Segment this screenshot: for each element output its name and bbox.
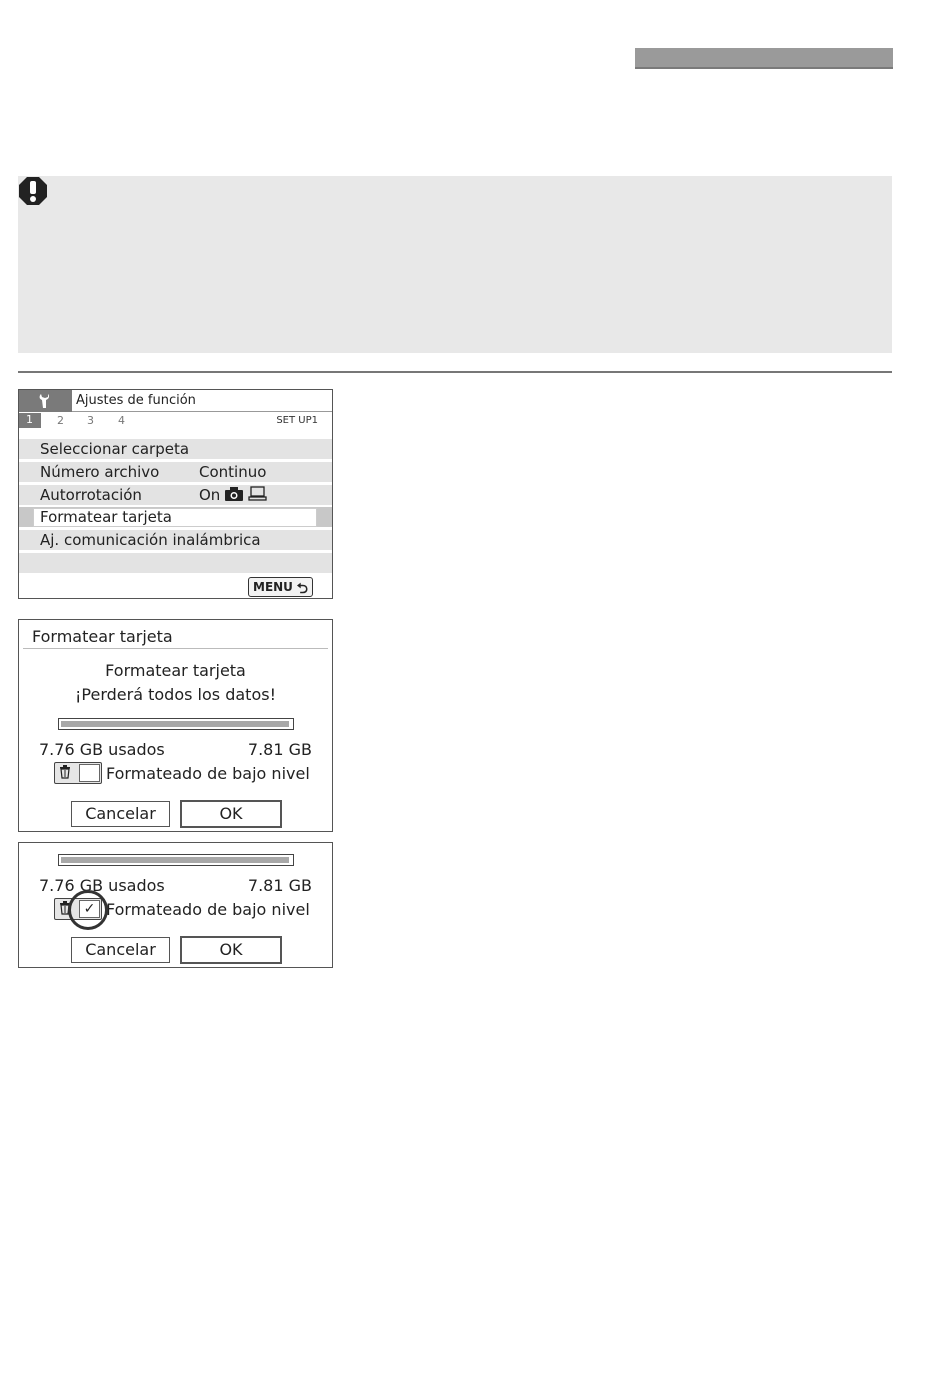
menu-item-label: Aj. comunicación inalámbrica bbox=[40, 531, 261, 549]
menu-item-select-folder[interactable] bbox=[19, 439, 332, 459]
used-space: 7.76 GB usados bbox=[39, 740, 165, 759]
tab-1[interactable]: 1 bbox=[19, 413, 41, 428]
autorotate-value: On bbox=[199, 486, 221, 504]
menu-title: Ajustes de función bbox=[76, 393, 196, 408]
low-level-format-toggle[interactable] bbox=[54, 762, 102, 784]
low-level-label: Formateado de bajo nivel bbox=[106, 900, 310, 919]
dialog-title: Formatear tarjeta bbox=[32, 627, 173, 646]
total-space: 7.81 GB bbox=[247, 876, 312, 895]
storage-progress-bar bbox=[58, 718, 294, 730]
menu-item-label: Formatear tarjeta bbox=[40, 508, 172, 526]
menu-item-label: Número archivo bbox=[40, 463, 160, 481]
caution-box bbox=[18, 176, 892, 353]
setup-tab[interactable] bbox=[19, 390, 72, 412]
dialog-heading: Formatear tarjeta bbox=[105, 661, 246, 680]
cancel-button[interactable]: Cancelar bbox=[71, 801, 170, 827]
camera-icon bbox=[225, 487, 243, 501]
callout-circle bbox=[68, 890, 108, 930]
low-level-label: Formateado de bajo nivel bbox=[106, 764, 310, 783]
dialog-warning: ¡Perderá todos los datos! bbox=[75, 685, 276, 704]
menu-item-label: Seleccionar carpeta bbox=[40, 440, 190, 458]
total-space: 7.81 GB bbox=[247, 740, 312, 759]
low-level-checkbox[interactable]: ✓ bbox=[79, 900, 100, 918]
storage-progress-fill bbox=[61, 857, 289, 863]
menu-item-value: Continuo bbox=[199, 463, 267, 481]
storage-progress-bar bbox=[58, 854, 294, 866]
caution-icon bbox=[18, 176, 48, 206]
menu-item-file-number[interactable] bbox=[19, 462, 332, 482]
tab-3[interactable]: 3 bbox=[87, 414, 94, 427]
ok-button[interactable]: OK bbox=[180, 800, 282, 828]
format-dialog-screen bbox=[18, 619, 333, 832]
menu-item-value bbox=[199, 486, 267, 504]
trash-icon bbox=[59, 765, 71, 782]
tab-2[interactable]: 2 bbox=[57, 414, 64, 427]
format-dialog-checked-screen bbox=[18, 842, 333, 968]
cancel-button[interactable]: Cancelar bbox=[71, 937, 170, 963]
menu-item-label: Autorrotación bbox=[40, 486, 142, 504]
menu-item-autorotate[interactable] bbox=[19, 485, 332, 505]
dialog-separator bbox=[23, 648, 328, 649]
section-divider bbox=[18, 371, 892, 373]
menu-return-button[interactable] bbox=[248, 577, 313, 597]
computer-icon bbox=[248, 486, 267, 501]
menu-item-wireless[interactable] bbox=[19, 530, 332, 550]
low-level-checkbox[interactable] bbox=[79, 764, 100, 782]
return-icon: ⮌ bbox=[296, 581, 308, 597]
menu-mode: SET UP1 bbox=[276, 415, 318, 426]
menu-item-format-card[interactable] bbox=[19, 507, 332, 527]
section-header-bar bbox=[635, 48, 893, 69]
menu-item-empty bbox=[19, 553, 332, 573]
menu-header bbox=[19, 390, 332, 412]
menu-button-label: MENU bbox=[253, 580, 293, 594]
setup-menu-screen bbox=[18, 389, 333, 599]
used-space: 7.76 GB usados bbox=[39, 876, 165, 895]
tab-4[interactable]: 4 bbox=[118, 414, 125, 427]
ok-button[interactable]: OK bbox=[180, 936, 282, 964]
menu-tab-row bbox=[19, 413, 332, 429]
storage-progress-fill bbox=[61, 721, 289, 727]
wrench-icon bbox=[38, 393, 52, 409]
